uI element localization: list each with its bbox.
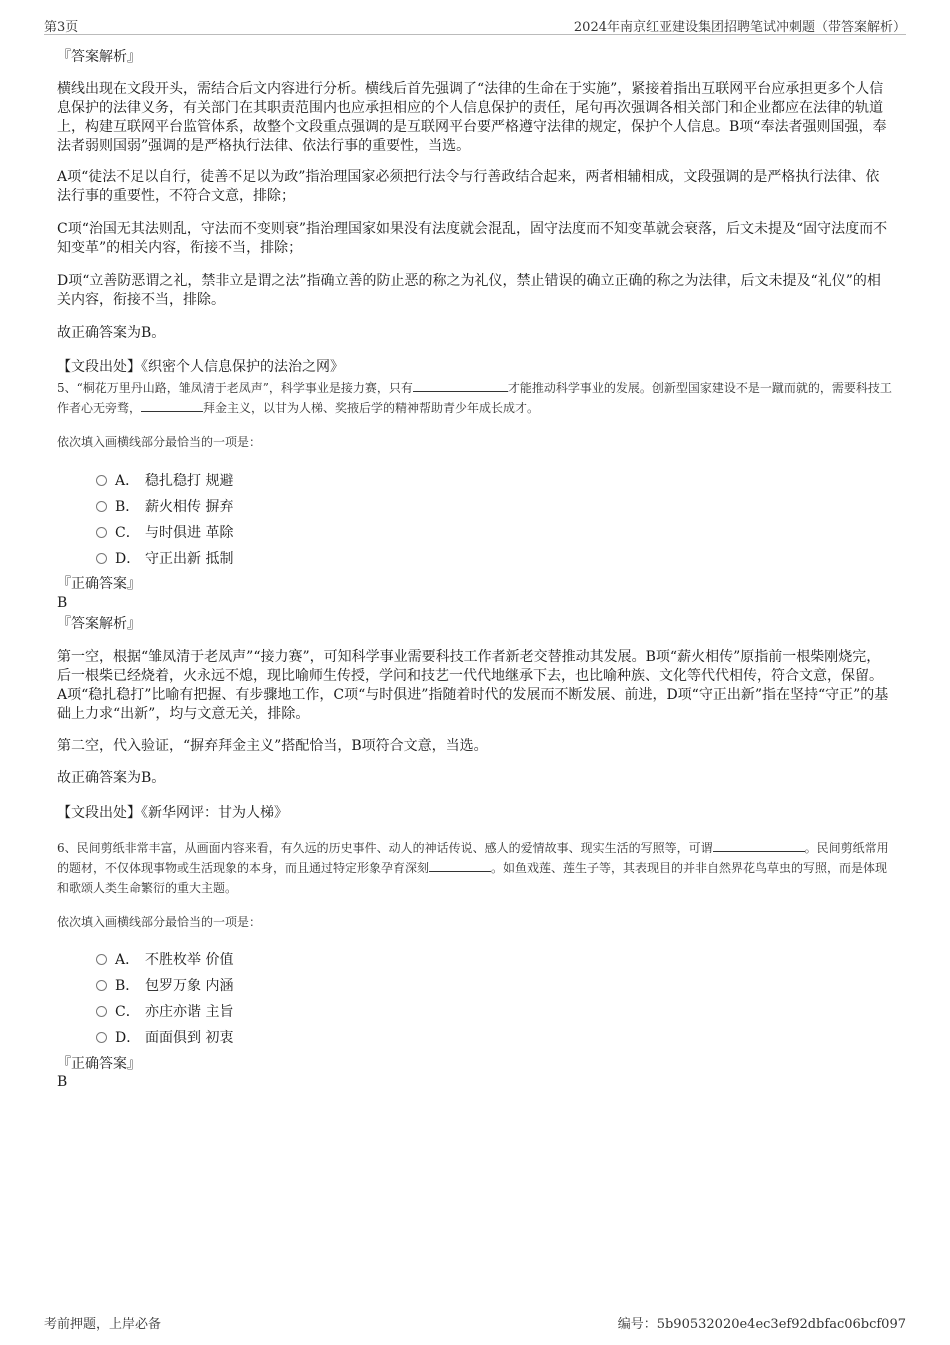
- page-footer: [44, 1313, 906, 1333]
- q5-stem-part: 拜金主义，以甘为人梯、奖掖后学的精神帮助青少年成长成才。: [203, 401, 540, 415]
- q4-analysis-paragraph: D项“立善防恶谓之礼，禁非立是谓之法”指确立善的防止恶的称之为礼仪，禁止错误的确立正确的称之为法律，后文未提及“礼仪”的相关内容，衔接不当，排除。: [57, 273, 881, 308]
- page-header: [44, 14, 906, 35]
- q5-prompt: 依次填入画横线部分最恰当的一项是：: [57, 435, 262, 449]
- document-title: 2024年南京红亚建设集团招聘笔试冲刺题（带答案解析）: [573, 20, 906, 35]
- q5-conclusion: 故正确答案为B。: [57, 770, 166, 786]
- q4-analysis-paragraph: A项“徒法不足以自行，徒善不足以为政”指治理国家必须把行法令与行善政结合起来，两者相辅相成，文段强调的是严格执行法律、依法行事的重要性，不符合文意，排除；: [57, 169, 880, 204]
- page-number: 第3页: [44, 20, 79, 35]
- q6-option-b[interactable]: B． 包罗万象 内涵: [96, 975, 233, 993]
- q6-stem: [57, 838, 892, 898]
- q5-answer: B: [57, 595, 68, 611]
- q5-option-d[interactable]: D． 守正出新 抵制: [96, 548, 233, 566]
- radio-icon[interactable]: [96, 1006, 107, 1017]
- q6-stem-part: 。如鱼戏莲、莲生子等，其表现目的并非自然界花鸟草虫的写照，而是体现和歌颂人类生命繁衍的重大主题。: [57, 861, 888, 895]
- q5-stem: [57, 378, 892, 418]
- radio-icon[interactable]: [96, 980, 107, 991]
- answer-blank: [429, 859, 491, 872]
- q5-stem-part: 才能推动科学事业的发展。创新型国家建设不是一蹴而就的，需要科技工作者心无旁骛，: [57, 381, 892, 415]
- radio-icon[interactable]: [96, 1032, 107, 1043]
- q6-answer: B: [57, 1074, 68, 1090]
- q5-option-b[interactable]: B． 薪火相传 摒弃: [96, 496, 233, 514]
- q4-analysis-paragraph: C项“治国无其法则乱，守法而不变则衰”指治理国家如果没有法度就会混乱，固守法度而不知变革就会衰落，后文未提及“固守法度而不知变革”的相关内容，衔接不当，排除；: [57, 221, 888, 256]
- q6-answer-label: 『正确答案』: [57, 1056, 141, 1072]
- q5-analysis-paragraph: 第一空，根据“雏凤清于老凤声”“接力赛”，可知科学事业需要科技工作者新老交替推动其发展。B项“薪火相传”原指前一根柴刚烧完，后一根柴已经烧着，火永远不熄，现比喻师生传授，学问和技艺一代代地继承下去，也比喻种族、文化等代代相传，符合文意，保留。A项“稳扎稳打”比喻有把握、有步骤地工作，C项“与时俱进”指随着时代的发展而不断发展、前进，D项“守正出新”指在坚持“守正”的基础上力求“出新”，均与文意无关，排除。: [57, 649, 889, 722]
- footer-slogan: 考前押题，上岸必备: [44, 1317, 162, 1332]
- answer-blank: [713, 839, 805, 852]
- radio-icon[interactable]: [96, 527, 107, 538]
- q6-stem-part: 6、民间剪纸非常丰富，从画面内容来看，有久远的历史事件、动人的神话传说、感人的爱情故事、现实生活的写照等，可谓: [57, 841, 713, 855]
- q4-analysis-label: 『答案解析』: [57, 49, 141, 65]
- q6-option-a[interactable]: A． 不胜枚举 价值: [96, 949, 233, 967]
- q5-stem-part: 5、“桐花万里丹山路，雏凤清于老凤声”，科学事业是接力赛，只有: [57, 381, 413, 395]
- radio-icon[interactable]: [96, 475, 107, 486]
- q4-source: 【文段出处】《织密个人信息保护的法治之网》: [57, 359, 344, 375]
- q6-prompt: 依次填入画横线部分最恰当的一项是：: [57, 915, 262, 929]
- q4-conclusion: 故正确答案为B。: [57, 325, 166, 341]
- q5-source: 【文段出处】《新华网评：甘为人梯》: [57, 805, 288, 821]
- answer-blank: [413, 379, 508, 392]
- q6-option-d[interactable]: D． 面面俱到 初衷: [96, 1027, 233, 1045]
- radio-icon[interactable]: [96, 501, 107, 512]
- q5-analysis-label: 『答案解析』: [57, 616, 141, 632]
- q6-stem-part: 。民间剪纸常用的题材，不仅体现事物或生活现象的本身，而且通过特定形象孕育深刻: [57, 841, 889, 875]
- radio-icon[interactable]: [96, 553, 107, 564]
- q6-option-c[interactable]: C． 亦庄亦谐 主旨: [96, 1001, 233, 1019]
- q4-analysis-paragraph: 横线出现在文段开头，需结合后文内容进行分析。横线后首先强调了“法律的生命在于实施”，紧接着指出互联网平台应承担更多个人信息保护的法律义务，有关部门在其职责范围内也应承担相应的个人信息保护的责任，尾句再次强调各相关部门和企业都应在法律的轨道上，构建互联网平台监管体系，故整个文段重点强调的是互联网平台要严格遵守法律的规定，保护个人信息。B项“奉法者强则国强，奉法者弱则国弱”强调的是严格执行法律、依法行事的重要性，当选。: [57, 81, 887, 154]
- answer-blank: [141, 399, 203, 412]
- q5-analysis-paragraph: 第二空，代入验证，“摒弃拜金主义”搭配恰当，B项符合文意，当选。: [57, 738, 488, 754]
- q5-answer-label: 『正确答案』: [57, 576, 141, 592]
- q5-option-c[interactable]: C． 与时俱进 革除: [96, 522, 233, 540]
- footer-code: 编号：5b90532020e4ec3ef92dbfac06bcf097: [617, 1317, 906, 1332]
- q5-option-a[interactable]: A． 稳扎稳打 规避: [96, 470, 233, 488]
- radio-icon[interactable]: [96, 954, 107, 965]
